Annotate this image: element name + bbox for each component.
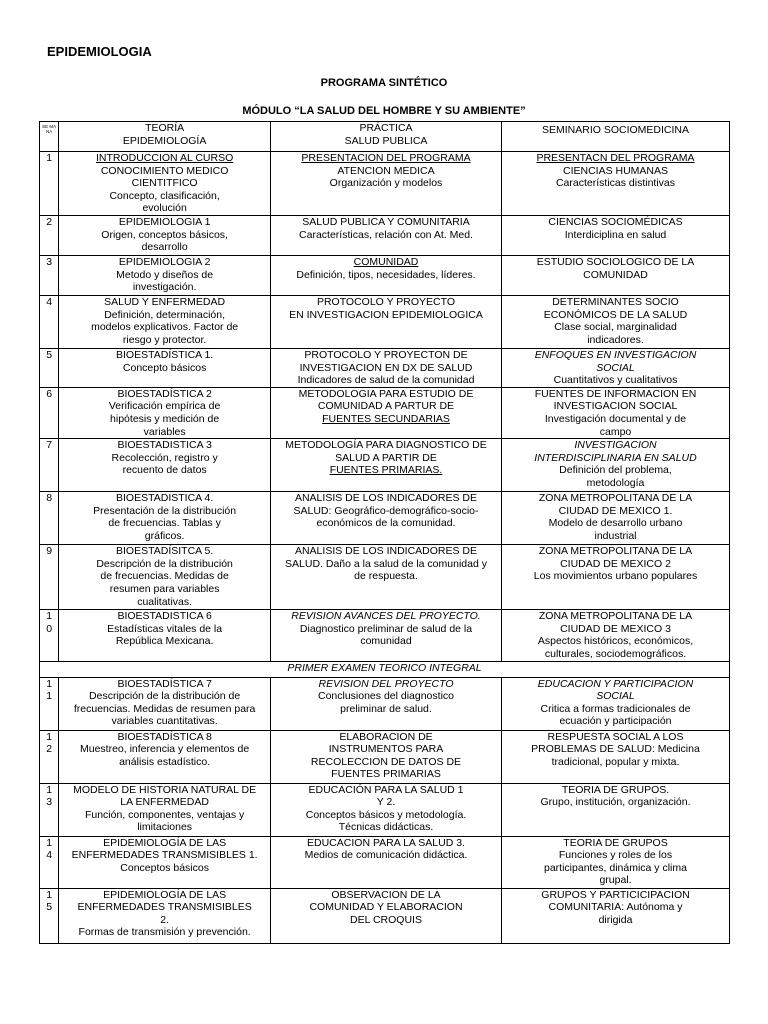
cell-line: CIENCIAS HUMANAS bbox=[562, 164, 668, 177]
cell-line: INVESTIGACION bbox=[574, 439, 657, 452]
table-row bbox=[40, 610, 730, 661]
cell-line: Descripción de la distribución bbox=[96, 557, 233, 570]
cell-line: SOCIAL bbox=[596, 690, 635, 703]
cell-line: Estadísticas vitales de la bbox=[107, 622, 223, 635]
cell-line: CONOCIMIENTO MEDICO bbox=[100, 164, 229, 177]
cell-line: participantes, dinámica y clima bbox=[544, 861, 687, 874]
cell-line: de frecuencias. Medidas de bbox=[100, 570, 229, 583]
theory-cell bbox=[59, 152, 271, 216]
cell-line: BIOESTADISTICA 3 bbox=[117, 439, 212, 452]
practice-cell bbox=[271, 836, 502, 888]
cell-line: ZONA METROPOLITANA DE LA bbox=[538, 545, 693, 558]
cell-line: DETERMINANTES SOCIO bbox=[552, 296, 679, 308]
module-title: MÓDULO “LA SALUD DEL HOMBRE Y SU AMBIENTE” bbox=[242, 105, 526, 117]
cell-line: República Mexicana. bbox=[115, 635, 214, 648]
program-table bbox=[39, 121, 730, 944]
cell-line: SALUD PUBLICA Y COMUNITARIA bbox=[302, 216, 470, 228]
table-row bbox=[40, 545, 730, 610]
week-number: 1 1 bbox=[40, 677, 59, 730]
cell-line: TEORIA DE GRUPOS. bbox=[561, 783, 670, 796]
theory-column-header bbox=[59, 122, 271, 152]
theory-cell bbox=[59, 216, 271, 256]
cell-line: ENFERMEDADES TRANSMISIBLES bbox=[77, 901, 252, 914]
cell-line: Descripción de la distribución de bbox=[89, 690, 241, 703]
seminar-column-header bbox=[502, 122, 730, 152]
cell-line: Origen, conceptos básicos, bbox=[101, 228, 228, 241]
week-number: 7 bbox=[40, 439, 59, 492]
table-row bbox=[40, 216, 730, 256]
cell-line: PROBLEMAS DE SALUD: Medicina bbox=[531, 743, 700, 756]
cell-line: Metodo y diseños de bbox=[116, 268, 214, 281]
cell-line: evolución bbox=[142, 202, 187, 215]
cell-line: INVESTIGACION SOCIAL bbox=[553, 400, 678, 413]
cell-line: Recolección, registro y bbox=[111, 451, 218, 464]
cell-line: Conclusiones del diagnostico bbox=[317, 690, 454, 703]
cell-line: culturales, sociodemográficos. bbox=[544, 647, 687, 660]
theory-cell bbox=[59, 545, 271, 610]
cell-line: variables bbox=[143, 425, 186, 438]
cell-line: SALUD Y ENFERMEDAD bbox=[104, 296, 226, 308]
theory-cell bbox=[59, 492, 271, 545]
week-number: 5 bbox=[40, 349, 59, 388]
cell-line: Critica a formas tradicionales de bbox=[540, 702, 691, 715]
week-number: 1 5 bbox=[40, 888, 59, 943]
cell-line: CIENCIAS SOCIOMÉDICAS bbox=[548, 216, 683, 228]
cell-line: REVISION AVANCES DEL PROYECTO. bbox=[291, 610, 481, 623]
cell-line: riesgo y protector. bbox=[122, 333, 207, 346]
cell-line: ECONÓMICOS DE LA SALUD bbox=[543, 308, 688, 321]
cell-line: Conceptos básicos y metodología. bbox=[305, 808, 467, 821]
table-header-row bbox=[40, 122, 730, 152]
theory-cell bbox=[59, 296, 271, 349]
cell-line: CIUDAD DE MEXICO 1. bbox=[558, 504, 673, 517]
cell-line: Clase social, marginalidad bbox=[554, 321, 677, 334]
week-column-header: SE MA NA bbox=[40, 122, 59, 152]
header-line: TEORÍA bbox=[145, 122, 185, 134]
cell-line: COMUNIDAD Y ELABORACION bbox=[309, 901, 463, 914]
cell-line: RESPUESTA SOCIAL A LOS bbox=[547, 730, 684, 743]
document-title: EPIDEMIOLOGIA bbox=[47, 44, 152, 59]
cell-line: hipótesis y medición de bbox=[110, 412, 220, 425]
table-row bbox=[40, 888, 730, 943]
cell-line: EPIDEMIOLOGÍA DE LAS bbox=[103, 836, 227, 849]
cell-line: ELABORACION DE bbox=[339, 730, 433, 743]
cell-line: COMUNIDAD bbox=[583, 268, 648, 281]
cell-line: COMUNIDAD bbox=[353, 256, 419, 268]
cell-line: Conceptos básicos bbox=[120, 861, 209, 874]
practice-cell bbox=[271, 610, 502, 661]
cell-line: de frecuencias. Tablas y bbox=[108, 517, 221, 530]
cell-line: Formas de transmisión y prevención. bbox=[78, 926, 251, 939]
cell-line: grupal. bbox=[599, 874, 632, 887]
week-number: 9 bbox=[40, 545, 59, 610]
theory-cell bbox=[59, 677, 271, 730]
table-row bbox=[40, 492, 730, 545]
practice-cell bbox=[271, 387, 502, 438]
table-row bbox=[40, 836, 730, 888]
cell-line: ecuación y participación bbox=[559, 715, 672, 728]
cell-line: EDUCACION Y PARTICIPACION bbox=[537, 677, 694, 690]
cell-line: limitaciones bbox=[137, 821, 193, 834]
seminar-cell bbox=[502, 836, 730, 888]
cell-line: investigación. bbox=[132, 281, 197, 294]
theory-cell bbox=[59, 783, 271, 836]
cell-line: BIOESTADÍSTICA 1. bbox=[116, 349, 214, 361]
practice-cell bbox=[271, 545, 502, 610]
cell-line: Características distintivas bbox=[555, 177, 676, 190]
cell-line: preliminar de salud. bbox=[340, 702, 432, 715]
cell-line: Medios de comunicación didáctica. bbox=[304, 849, 468, 862]
cell-line: ATENCION MEDICA bbox=[337, 164, 435, 177]
practice-cell bbox=[271, 349, 502, 388]
practice-cell bbox=[271, 677, 502, 730]
week-number: 1 2 bbox=[40, 730, 59, 783]
cell-line: DEL CROQUIS bbox=[350, 913, 422, 926]
theory-cell bbox=[59, 730, 271, 783]
cell-line: comunidad bbox=[360, 635, 412, 648]
cell-line: LA ENFERMEDAD bbox=[120, 796, 209, 809]
seminar-cell bbox=[502, 439, 730, 492]
cell-line: Muestreo, inferencia y elementos de bbox=[79, 743, 250, 756]
cell-line: FUENTES SECUNDARIAS bbox=[322, 412, 450, 425]
table-row bbox=[40, 349, 730, 388]
practice-cell bbox=[271, 216, 502, 256]
seminar-cell bbox=[502, 730, 730, 783]
seminar-cell bbox=[502, 783, 730, 836]
cell-line: metodología bbox=[586, 476, 645, 489]
cell-line: Concepto básicos bbox=[122, 361, 207, 374]
cell-line: tradicional, popular y mixta. bbox=[551, 755, 680, 768]
cell-line: FUENTES PRIMARIAS bbox=[331, 768, 441, 781]
cell-line: variables cuantitativas. bbox=[111, 715, 218, 728]
week-number: 1 3 bbox=[40, 783, 59, 836]
theory-cell bbox=[59, 610, 271, 661]
cell-line: FUENTES DE INFORMACION EN bbox=[534, 387, 697, 400]
program-title: PROGRAMA SINTÉTICO bbox=[320, 77, 448, 89]
cell-line: INSTRUMENTOS PARA bbox=[328, 743, 444, 756]
practice-cell bbox=[271, 296, 502, 349]
cell-line: ANALISIS DE LOS INDICADORES DE bbox=[294, 545, 478, 558]
header-line: SALUD PUBLICA bbox=[344, 134, 428, 147]
table-row bbox=[40, 296, 730, 349]
cell-line: campo bbox=[599, 425, 632, 438]
cell-line: ZONA METROPOLITANA DE LA bbox=[538, 492, 693, 505]
seminar-cell bbox=[502, 677, 730, 730]
cell-line: EDUCACION PARA LA SALUD 3. bbox=[307, 836, 465, 849]
table-row bbox=[40, 256, 730, 296]
cell-line: OBSERVACION DE LA bbox=[331, 888, 441, 901]
header-line: EPIDEMIOLOGÍA bbox=[122, 134, 207, 147]
cell-line: PROTOCOLO Y PROYECTO bbox=[316, 296, 456, 308]
cell-line: CIUDAD DE MEXICO 3 bbox=[560, 622, 671, 635]
cell-line: ENFERMEDADES TRANSMISIBLES 1. bbox=[71, 849, 258, 862]
cell-line: MODELO DE HISTORIA NATURAL DE bbox=[73, 783, 257, 796]
cell-line: 2. bbox=[160, 913, 169, 926]
cell-line: INTERDISCIPLINARIA EN SALUD bbox=[534, 451, 697, 464]
cell-line: Y 2. bbox=[376, 796, 396, 809]
cell-line: resumen para variables bbox=[109, 582, 220, 595]
theory-cell bbox=[59, 836, 271, 888]
cell-line: Investigación documental y de bbox=[544, 412, 687, 425]
cell-line: de respuesta. bbox=[354, 570, 418, 583]
theory-cell bbox=[59, 256, 271, 296]
cell-line: frecuencias. Medidas de resumen para bbox=[73, 702, 256, 715]
table-row bbox=[40, 439, 730, 492]
seminar-cell bbox=[502, 888, 730, 943]
cell-line: gráficos. bbox=[144, 529, 185, 542]
cell-line: GRUPOS Y PARTICICIPACION bbox=[541, 888, 690, 901]
week-number: 1 4 bbox=[40, 836, 59, 888]
week-number: 8 bbox=[40, 492, 59, 545]
cell-line: RECOLECCION DE DATOS DE bbox=[310, 755, 462, 768]
cell-line: Diagnostico preliminar de salud de la bbox=[299, 622, 473, 635]
cell-line: COMUNIDAD A PARTUR DE bbox=[317, 400, 455, 413]
cell-line: Indicadores de salud de la comunidad bbox=[297, 374, 475, 387]
cell-line: SALUD: Geográfico-demográfico-socio- bbox=[293, 504, 479, 517]
cell-line: recuento de datos bbox=[122, 464, 207, 477]
week-number: 1 bbox=[40, 152, 59, 216]
cell-line: Funciones y roles de los bbox=[558, 849, 673, 862]
cell-line: Los movimientos urbano populares bbox=[533, 570, 698, 583]
cell-line: Características, relación con At. Med. bbox=[299, 228, 473, 241]
cell-line: PROTOCOLO Y PROYECTON DE bbox=[304, 349, 468, 361]
cell-line: Verificación empírica de bbox=[108, 400, 221, 413]
cell-line: SOCIAL bbox=[596, 361, 635, 374]
seminar-cell bbox=[502, 216, 730, 256]
cell-line: Modelo de desarrollo urbano bbox=[548, 517, 683, 530]
cell-line: SALUD. Daño a la salud de la comunidad y bbox=[285, 557, 487, 570]
seminar-cell bbox=[502, 545, 730, 610]
cell-line: SALUD A PARTIR DE bbox=[335, 451, 437, 464]
cell-line: BIOESTADISTICA 4. bbox=[116, 492, 214, 505]
cell-line: BIOESTADÍSTICA 2 bbox=[117, 387, 212, 400]
cell-line: cualitativas. bbox=[137, 595, 193, 608]
cell-line: PRESENTACN DEL PROGRAMA bbox=[536, 152, 695, 164]
cell-line: EPIDEMIOLOGIA 2 bbox=[118, 256, 211, 268]
cell-line: BIOESTADÍSTICA 7 bbox=[117, 677, 212, 690]
header-line: SEMINARIO SOCIOMEDICINA bbox=[541, 124, 689, 136]
header-line: PRÁCTICA bbox=[359, 122, 413, 134]
table-row bbox=[40, 783, 730, 836]
theory-cell bbox=[59, 349, 271, 388]
cell-line: Definición, determinación, bbox=[104, 308, 226, 321]
seminar-cell bbox=[502, 256, 730, 296]
cell-line: METODOLOGIA PARA ESTUDIO DE bbox=[298, 387, 474, 400]
cell-line: CIENTITFICO bbox=[131, 177, 198, 190]
cell-line: desarrollo bbox=[141, 241, 188, 254]
cell-line: dirigida bbox=[598, 913, 633, 926]
table-row bbox=[40, 152, 730, 216]
practice-cell bbox=[271, 783, 502, 836]
practice-cell bbox=[271, 256, 502, 296]
seminar-cell bbox=[502, 610, 730, 661]
cell-line: FUENTES PRIMARIAS. bbox=[329, 464, 443, 477]
cell-line: Definición del problema, bbox=[559, 464, 672, 477]
cell-line: Grupo, institución, organización. bbox=[540, 796, 691, 809]
theory-cell bbox=[59, 888, 271, 943]
seminar-cell bbox=[502, 152, 730, 216]
seminar-cell bbox=[502, 387, 730, 438]
cell-line: Presentación de la distribución bbox=[93, 504, 237, 517]
cell-line: Técnicas didácticas. bbox=[338, 821, 434, 834]
cell-line: INTRODUCCION AL CURSO bbox=[95, 152, 234, 164]
cell-line: análisis estadístico. bbox=[119, 755, 211, 768]
cell-line: ENFOQUES EN INVESTIGACION bbox=[534, 349, 697, 361]
cell-line: Definición, tipos, necesidades, líderes. bbox=[296, 268, 476, 281]
table-row bbox=[40, 677, 730, 730]
practice-cell bbox=[271, 888, 502, 943]
cell-line: económicos de la comunidad. bbox=[316, 517, 456, 530]
seminar-cell bbox=[502, 296, 730, 349]
theory-cell bbox=[59, 387, 271, 438]
cell-line: EDUCACIÓN PARA LA SALUD 1 bbox=[308, 783, 464, 796]
cell-line: CIUDAD DE MEXICO 2 bbox=[560, 557, 671, 570]
week-number: 1 0 bbox=[40, 610, 59, 661]
cell-line: EPIDEMIOLOGÍA DE LAS bbox=[103, 888, 227, 901]
cell-line: BIOESTADÍSITCA 5. bbox=[116, 545, 214, 558]
exam-row bbox=[40, 661, 730, 677]
week-number: 2 bbox=[40, 216, 59, 256]
cell-line: indicadores. bbox=[587, 333, 644, 346]
seminar-cell bbox=[502, 349, 730, 388]
cell-line: industrial bbox=[594, 529, 637, 542]
cell-line: Interdiciplina en salud bbox=[564, 228, 667, 241]
cell-line: Función, componentes, ventajas y bbox=[84, 808, 245, 821]
cell-line: COMUNITARIA: Autónoma y bbox=[548, 901, 683, 914]
practice-cell bbox=[271, 439, 502, 492]
practice-column-header bbox=[271, 122, 502, 152]
theory-cell bbox=[59, 439, 271, 492]
practice-cell bbox=[271, 730, 502, 783]
cell-line: ZONA METROPOLITANA DE LA bbox=[538, 610, 693, 623]
cell-line: REVISION DEL PROYECTO bbox=[318, 677, 454, 690]
cell-line: ANALISIS DE LOS INDICADORES DE bbox=[294, 492, 478, 505]
practice-cell bbox=[271, 152, 502, 216]
cell-line: METODOLOGÍA PARA DIAGNOSTICO DE bbox=[285, 439, 487, 452]
cell-line: PRESENTACION DEL PROGRAMA bbox=[301, 152, 471, 164]
table-row bbox=[40, 730, 730, 783]
seminar-cell bbox=[502, 492, 730, 545]
cell-line: modelos explicativos. Factor de bbox=[91, 321, 239, 334]
cell-line: Aspectos históricos, económicos, bbox=[537, 635, 694, 648]
cell-line: EPIDEMIOLOGIA 1 bbox=[118, 216, 211, 228]
table-row bbox=[40, 387, 730, 438]
week-number: 3 bbox=[40, 256, 59, 296]
practice-cell bbox=[271, 492, 502, 545]
cell-line: BIOESTADISTICA 6 bbox=[117, 610, 212, 623]
cell-line: Concepto, clasificación, bbox=[109, 189, 220, 202]
cell-line: TEORIA DE GRUPOS bbox=[563, 836, 668, 849]
exam-label: PRIMER EXAMEN TEORICO INTEGRAL bbox=[40, 661, 730, 677]
cell-line: Organización y modelos bbox=[329, 177, 443, 190]
cell-line: BIOESTADÍSTICA 8 bbox=[117, 730, 212, 743]
week-number: 6 bbox=[40, 387, 59, 438]
week-number: 4 bbox=[40, 296, 59, 349]
cell-line: ESTUDIO SOCIOLOGICO DE LA bbox=[536, 256, 695, 268]
cell-line: INVESTIGACION EN DX DE SALUD bbox=[299, 361, 473, 374]
cell-line: Cuantitativos y cualitativos bbox=[553, 374, 678, 387]
cell-line: EN INVESTIGACION EPIDEMIOLOGICA bbox=[289, 308, 483, 321]
